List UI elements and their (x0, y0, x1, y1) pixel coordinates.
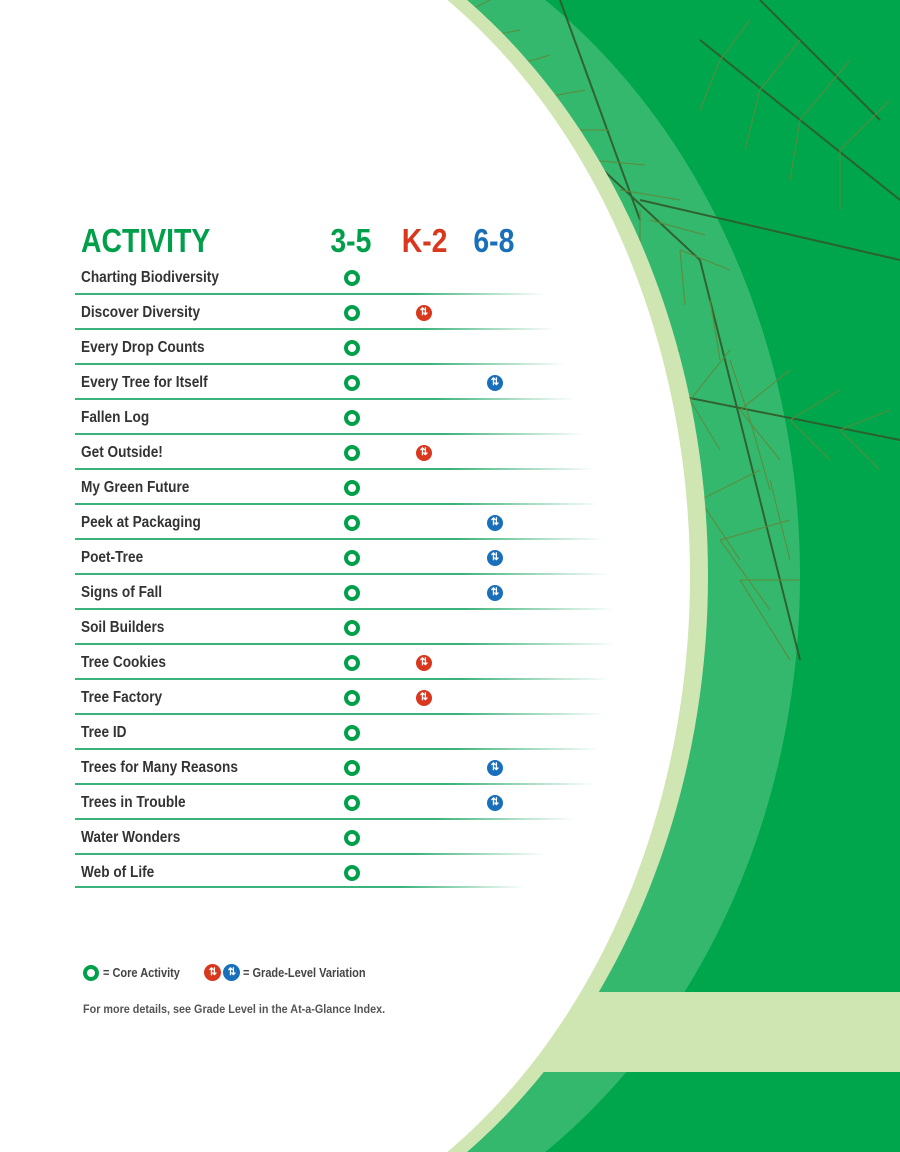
k2-variation-icon: ⇅ (416, 655, 432, 671)
activity-name: Tree ID (81, 724, 127, 741)
activity-name: Charting Biodiversity (81, 269, 219, 286)
activity-column-header: ACTIVITY (81, 222, 211, 259)
table-row (75, 400, 635, 435)
grade-6-8-header: 6-8 (473, 222, 515, 259)
core-activity-icon (344, 725, 360, 741)
grade-3-5-header: 3-5 (330, 222, 372, 259)
table-row (75, 470, 635, 505)
variation-k2-icon: ⇅ (204, 964, 221, 981)
core-activity-icon (344, 480, 360, 496)
variation-6-8-icon: ⇅ (223, 964, 240, 981)
core-activity-icon (344, 340, 360, 356)
core-activity-icon (344, 760, 360, 776)
k2-variation-icon: ⇅ (416, 445, 432, 461)
grade-6-8-variation-icon: ⇅ (487, 760, 503, 776)
activity-name: Water Wonders (81, 829, 181, 846)
table-row (75, 610, 635, 645)
grade-6-8-variation-icon: ⇅ (487, 375, 503, 391)
table-row (75, 820, 635, 855)
grade-6-8-variation-icon: ⇅ (487, 795, 503, 811)
table-row (75, 680, 635, 715)
table-row (75, 645, 635, 680)
grade-6-8-variation-icon: ⇅ (487, 585, 503, 601)
core-activity-icon (344, 515, 360, 531)
core-activity-icon (344, 375, 360, 391)
activity-name: Trees for Many Reasons (81, 759, 238, 776)
table-row (75, 575, 635, 610)
activity-name: Tree Cookies (81, 654, 166, 671)
activity-name: Get Outside! (81, 444, 163, 461)
table-row (75, 855, 635, 888)
activity-name: Signs of Fall (81, 584, 163, 601)
k2-variation-icon: ⇅ (416, 305, 432, 321)
core-activity-icon (344, 585, 360, 601)
core-activity-icon (344, 620, 360, 636)
table-row (75, 365, 635, 400)
table-row (75, 435, 635, 470)
grade-level-variation-label: = Grade-Level Variation (243, 965, 367, 980)
activity-name: Trees in Trouble (81, 794, 186, 811)
activity-table (75, 260, 635, 888)
table-row (75, 785, 635, 820)
grade-6-8-variation-icon: ⇅ (487, 550, 503, 566)
core-activity-icon (344, 865, 360, 881)
k2-variation-icon: ⇅ (416, 690, 432, 706)
activity-name: Web of Life (81, 864, 155, 881)
table-row (75, 750, 635, 785)
activity-name: Every Tree for Itself (81, 374, 208, 391)
core-activity-icon (344, 270, 360, 286)
activity-name: Tree Factory (81, 689, 163, 706)
activity-name: Poet-Tree (81, 549, 144, 566)
core-activity-icon (344, 305, 360, 321)
activity-name: Every Drop Counts (81, 339, 205, 356)
core-activity-icon (344, 690, 360, 706)
legend (83, 964, 383, 981)
core-activity-icon (344, 550, 360, 566)
activity-name: Soil Builders (81, 619, 165, 636)
table-row (75, 505, 635, 540)
core-activity-icon (344, 655, 360, 671)
table-row (75, 260, 635, 295)
activity-name: Peek at Packaging (81, 514, 201, 531)
core-activity-icon (344, 445, 360, 461)
core-activity-icon (344, 410, 360, 426)
grade-k-2-header: K-2 (401, 222, 448, 259)
grade-6-8-variation-icon: ⇅ (487, 515, 503, 531)
activity-name: Fallen Log (81, 409, 150, 426)
activity-name: Discover Diversity (81, 304, 201, 321)
table-row (75, 540, 635, 575)
core-activity-label: = Core Activity (103, 965, 180, 980)
table-row (75, 295, 635, 330)
core-activity-icon (344, 830, 360, 846)
row-divider (75, 886, 525, 888)
core-activity-icon (83, 965, 99, 981)
activity-name: My Green Future (81, 479, 190, 496)
core-activity-icon (344, 795, 360, 811)
table-row (75, 715, 635, 750)
table-row (75, 330, 635, 365)
footnote: For more details, see Grade Level in the At-a-Glance Index. (83, 1002, 386, 1016)
